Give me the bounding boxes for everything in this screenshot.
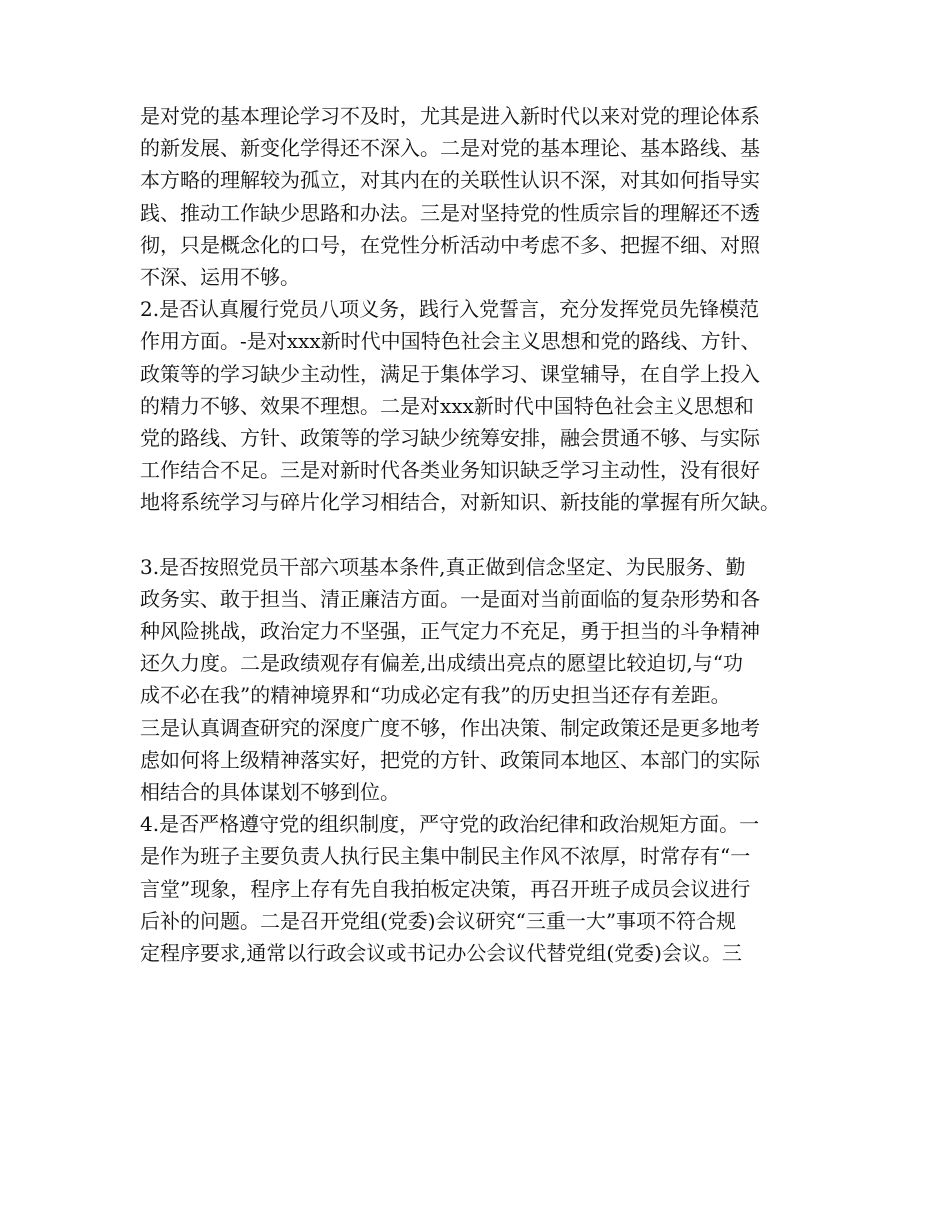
text-line: 是对党的基本理论学习不及时，尤其是进入新时代以来对党的理论体系 <box>140 104 760 128</box>
text-line: 种风险挑战，政治定力不坚强，正气定力不充足，勇于担当的斗争精神 <box>140 619 760 643</box>
text-line: 党的路线、方针、政策等的学习缺少统筹安排，融会贯通不够、与实际 <box>140 425 760 450</box>
text-line: 是作为班子主要负责人执行民主集中制民主作风不浓厚，时常存有“一 <box>140 844 751 869</box>
paragraph-gap <box>140 518 830 550</box>
text-line: 工作结合不足。三是对新时代各类业务知识缺乏学习主动性，没有很好 <box>140 458 760 483</box>
text-line: 成不必在我”的精神境界和“功成必定有我”的历史担当还存有差距。 <box>140 683 731 708</box>
text-line: 4.是否严格遵守党的组织制度，严守党的政治纪律和政治规矩方面。一 <box>140 812 760 837</box>
text-line: 作用方面。-是对xxx新时代中国特色社会主义思想和党的路线、方针、 <box>140 329 761 354</box>
text-line: 的精力不够、效果不理想。二是对xxx新时代中国特色社会主义思想和 <box>140 393 754 418</box>
text-line: 地将系统学习与碎片化学习相结合，对新知识、新技能的掌握有所欠缺。 <box>140 490 780 515</box>
text-line: 政务实、敢于担当、清正廉洁方面。一是面对当前面临的复杂形势和各 <box>140 586 760 611</box>
text-line: 践、推动工作缺少思路和办法。三是对坚持党的性质宗旨的理解还不透 <box>140 200 760 225</box>
text-line: 本方略的理解较为孤立，对其内在的关联性认识不深，对其如何指导实 <box>140 168 760 193</box>
text-line: 不深、运用不够。 <box>140 264 300 289</box>
text-line: 三是认真调查研究的深度广度不够，作出决策、制定政策还是更多地考 <box>140 715 760 740</box>
text-line: 的新发展、新变化学得还不深入。二是对党的基本理论、基本路线、基 <box>140 136 760 161</box>
text-line: 后补的问题。二是召开党组(党委)会议研究“三重一大”事项不符合规 <box>140 908 737 933</box>
text-line: 2.是否认真履行党员八项义务，践行入党誓言，充分发挥党员先锋模范 <box>140 297 760 322</box>
text-line: 政策等的学习缺少主动性，满足于集体学习、课堂辅导，在自学上投入 <box>140 361 760 386</box>
text-line: 定程序要求,通常以行政会议或书记办公会议代替党组(党委)会议。三 <box>140 940 742 965</box>
text-line: 彻，只是概念化的口号，在党性分析活动中考虑不多、把握不细、对照 <box>140 232 760 257</box>
text-line: 言堂”现象，程序上存有先自我拍板定决策，再召开班子成员会议进行 <box>140 876 751 901</box>
text-line: 相结合的具体谋划不够到位。 <box>140 779 400 804</box>
text-line: 还久力度。二是政绩观存有偏差,出成绩出亮点的愿望比较迫切,与“功 <box>140 651 743 676</box>
text-line: 虑如何将上级精神落实好，把党的方针、政策同本地区、本部门的实际 <box>140 747 760 772</box>
document-body <box>140 100 830 969</box>
text-line: 3.是否按照党员干部六项基本条件,真正做到信念坚定、为民服务、勤 <box>140 554 746 579</box>
